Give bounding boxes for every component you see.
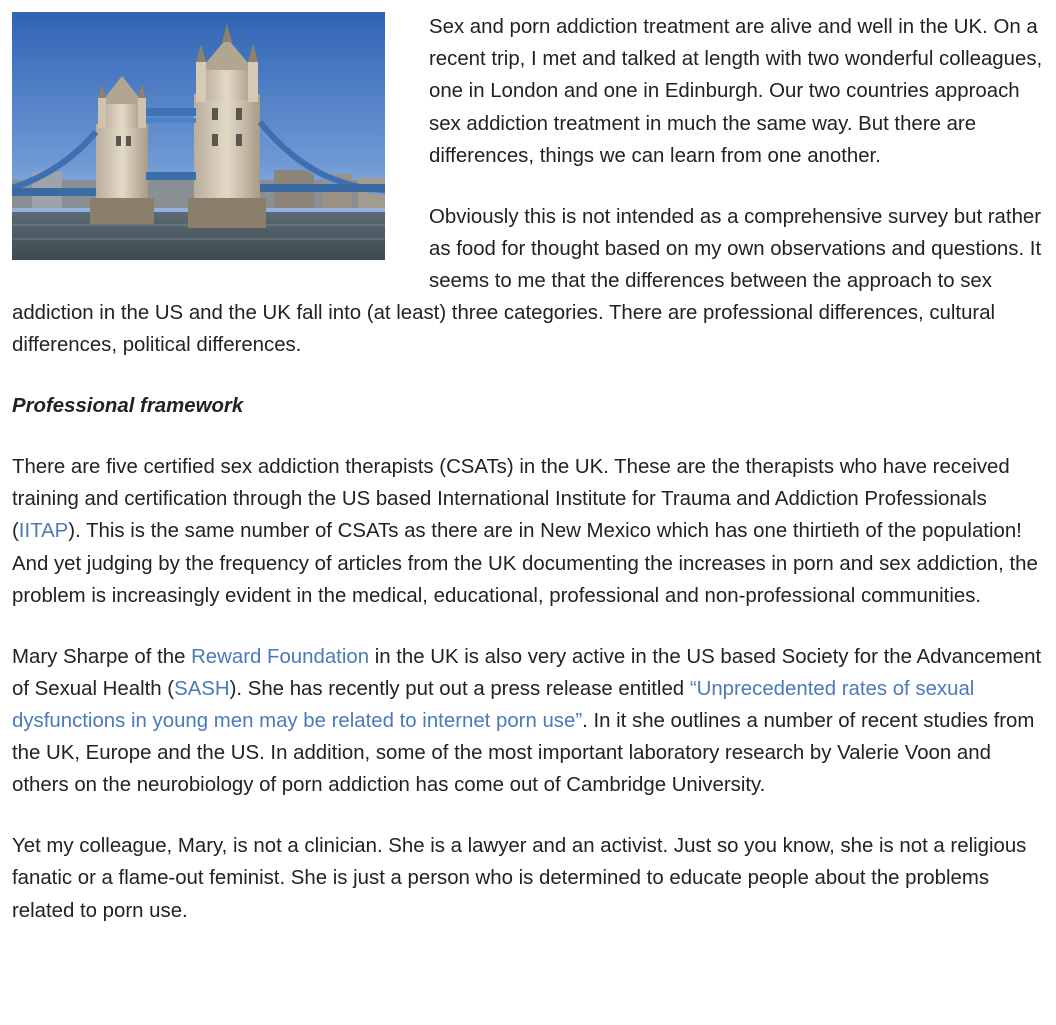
press-release-link[interactable]: “Unprecedented rates of sexual dysfunctions in young men may be related to internet porn use” <box>12 677 975 733</box>
section-heading: Professional framework <box>12 395 244 418</box>
text-span: . In it she outlines a number of recent studies from the UK, Europe and the US. In addition, some of the most important laboratory research by Valerie Voon and others on the neurobiology of porn addiction has come out of Cambridge University. <box>12 710 1035 797</box>
colleague-paragraph: Yet my colleague, Mary, is not a clinician. She is a lawyer and an activist. Just so you know, she is not a religious fanatic or a flame-out feminist. She is just a person who is determined to educate people about the problems related to porn use. <box>12 835 1027 922</box>
text-span: There are five certified sex addiction therapists (CSATs) in the UK. These are the therapists who have received training and certification through the US based International Institute for Trauma and Addiction Professionals ( <box>12 456 1010 543</box>
text-span: Mary Sharpe of the <box>12 645 192 668</box>
text-span: ). She has recently put out a press release entitled <box>229 677 690 700</box>
csat-paragraph <box>12 451 1048 612</box>
intro-paragraph: Sex and porn addiction treatment are alive and well in the UK. On a recent trip, I met and talked at length with two wonderful colleagues, one in London and one in Edinburgh. Our two countries approach sex addiction treatment in much the same way. But there are differences, things we can learn from one another. <box>429 16 1043 167</box>
reward-foundation-link[interactable]: Reward Foundation <box>191 645 370 668</box>
article-body <box>12 12 1048 955</box>
sash-link[interactable]: SASH <box>174 677 230 700</box>
text-span: in the UK is also very active in the US based Society for the Advancement of Sexual Health ( <box>12 645 1042 700</box>
text-span: ). This is the same number of CSATs as there are in New Mexico which has one thirtieth of the population! And yet judging by the frequency of articles from the UK documenting the increases in porn and sex addiction, the problem is increasingly evident in the medical, educational, professional and non-professional communities. <box>12 520 1038 607</box>
tower-bridge-image <box>12 12 385 260</box>
scope-paragraph: Obviously this is not intended as a comprehensive survey but rather as food for thought based on my own observations and questions. It seems to me that the differences between the approach to sex addiction in the US and the UK fall into (at least) three categories. There are professional differences, cultural differences, political differences. <box>12 205 1042 357</box>
iitap-link[interactable]: IITAP <box>18 520 69 543</box>
mary-sharpe-paragraph <box>12 641 1048 802</box>
